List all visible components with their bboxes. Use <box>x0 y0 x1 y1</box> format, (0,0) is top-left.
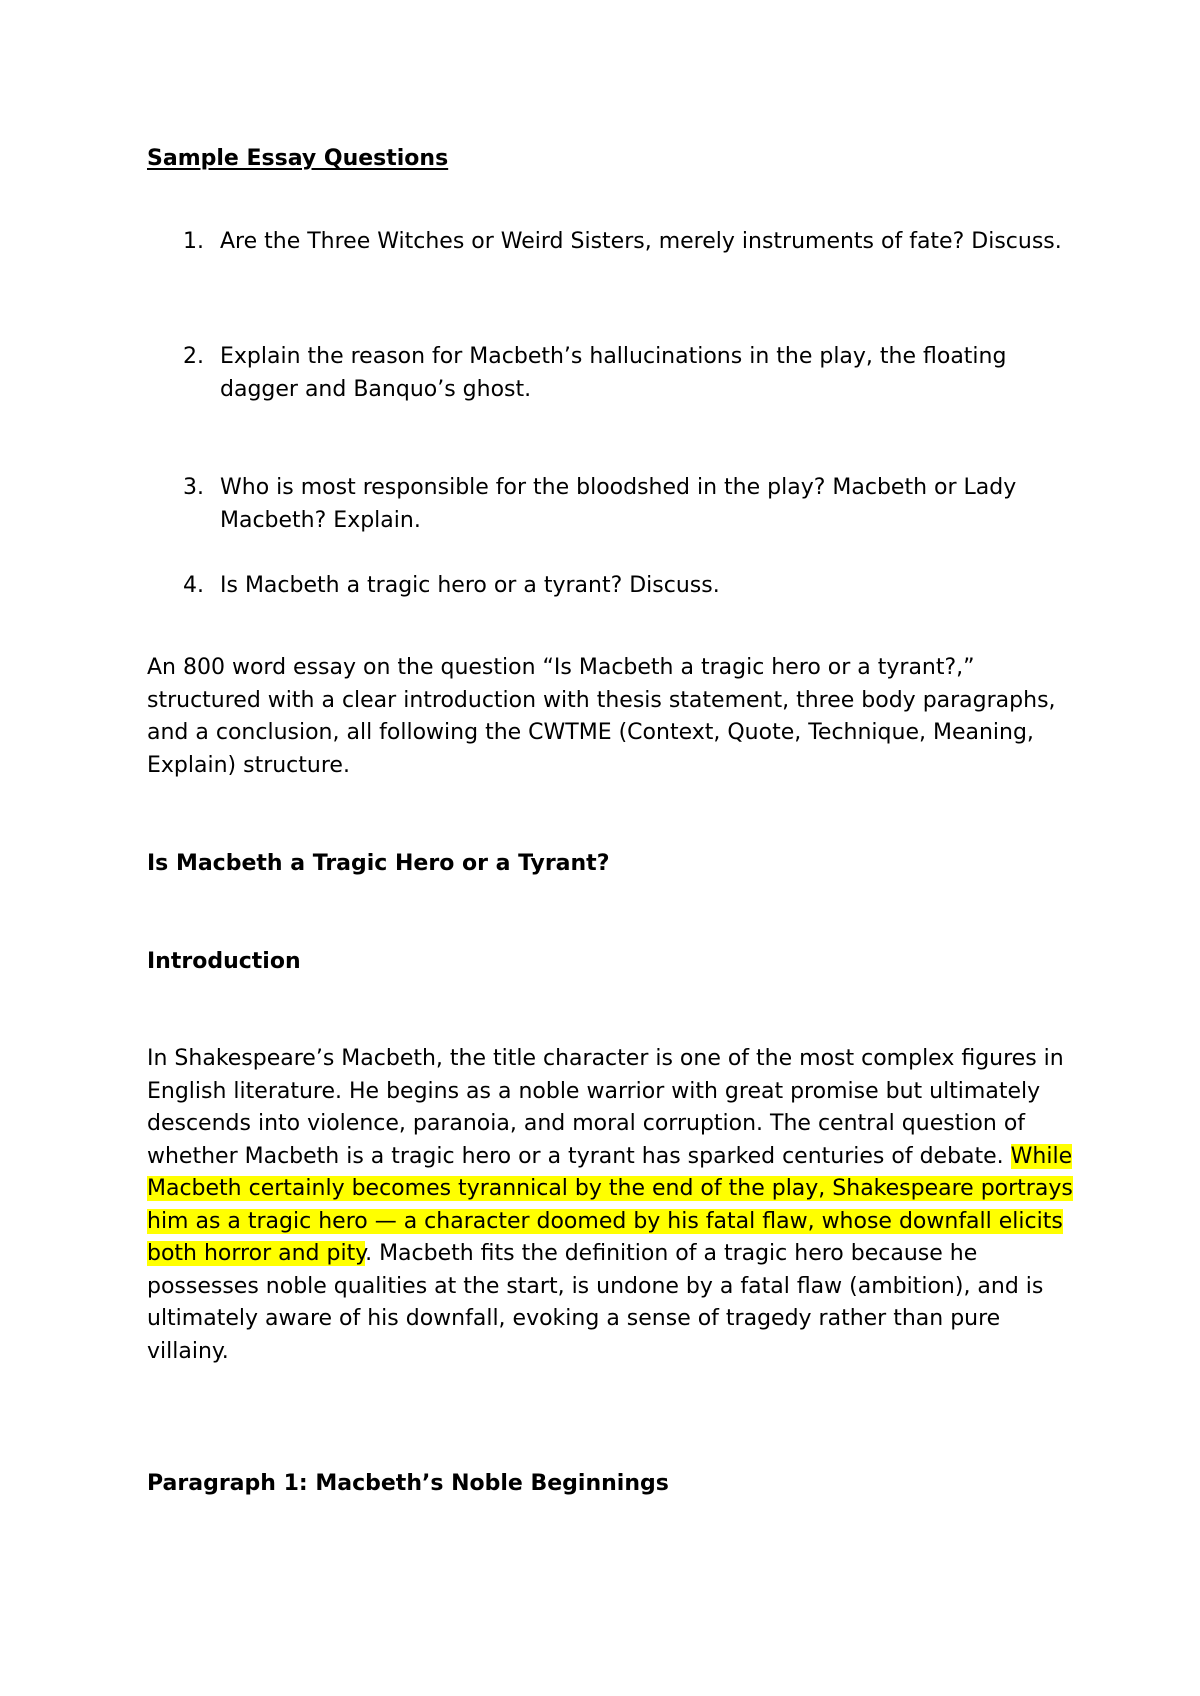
question-item <box>147 226 1067 259</box>
question-item <box>147 570 1067 603</box>
introduction-text-end: . Macbeth fits the definition of a tragic hero because he possesses noble qualities at the start, is undone by a fatal flaw (ambition), and is ultimately aware of his downfall, evoking a sense of tragedy rather than pure villainy. <box>147 1241 1044 1364</box>
question-number: 1. <box>183 229 204 254</box>
question-text: Are the Three Witches or Weird Sisters, merely instruments of fate? Discuss. <box>220 229 1062 254</box>
paragraph-1-heading: Paragraph 1: Macbeth’s Noble Beginnings <box>147 1471 669 1496</box>
document-title: Sample Essay Questions <box>147 146 449 171</box>
essay-title: Is Macbeth a Tragic Hero or a Tyrant? <box>147 851 610 876</box>
question-item <box>147 341 1067 406</box>
question-item <box>147 472 1067 537</box>
question-number: 3. <box>183 475 204 500</box>
introduction-heading: Introduction <box>147 949 301 974</box>
question-number: 4. <box>183 573 204 598</box>
highlighted-thesis-statement: While Macbeth certainly becomes tyrannical by the end of the play, Shakespeare portrays him as a tragic hero — a character doomed by his fatal flaw, whose downfall elicits both horror and pity <box>147 1143 1073 1266</box>
question-number: 2. <box>183 344 204 369</box>
question-text: Who is most responsible for the bloodshed in the play? Macbeth or Lady Macbeth? Explain. <box>220 475 1017 533</box>
introduction-text-start: In Shakespeare’s Macbeth, the title character is one of the most complex figures in English literature. He begins as a noble warrior with great promise but ultimately descends into violence, paranoia, and moral corruption. The central question of whether Macbeth is a tragic hero or a tyrant has sparked centuries of debate. <box>147 1046 1064 1169</box>
task-description: An 800 word essay on the question “Is Macbeth a tragic hero or a tyrant?,” structured with a clear introduction with thesis statement, three body paragraphs, and a conclusion, all following the CWTME (Context, Quote, Technique, Meaning, Explain) structure. <box>147 655 1056 778</box>
question-text: Is Macbeth a tragic hero or a tyrant? Discuss. <box>220 573 720 598</box>
question-text: Explain the reason for Macbeth’s hallucinations in the play, the floating dagger and Banquo’s ghost. <box>220 344 1007 402</box>
introduction-paragraph <box>147 1043 1077 1368</box>
